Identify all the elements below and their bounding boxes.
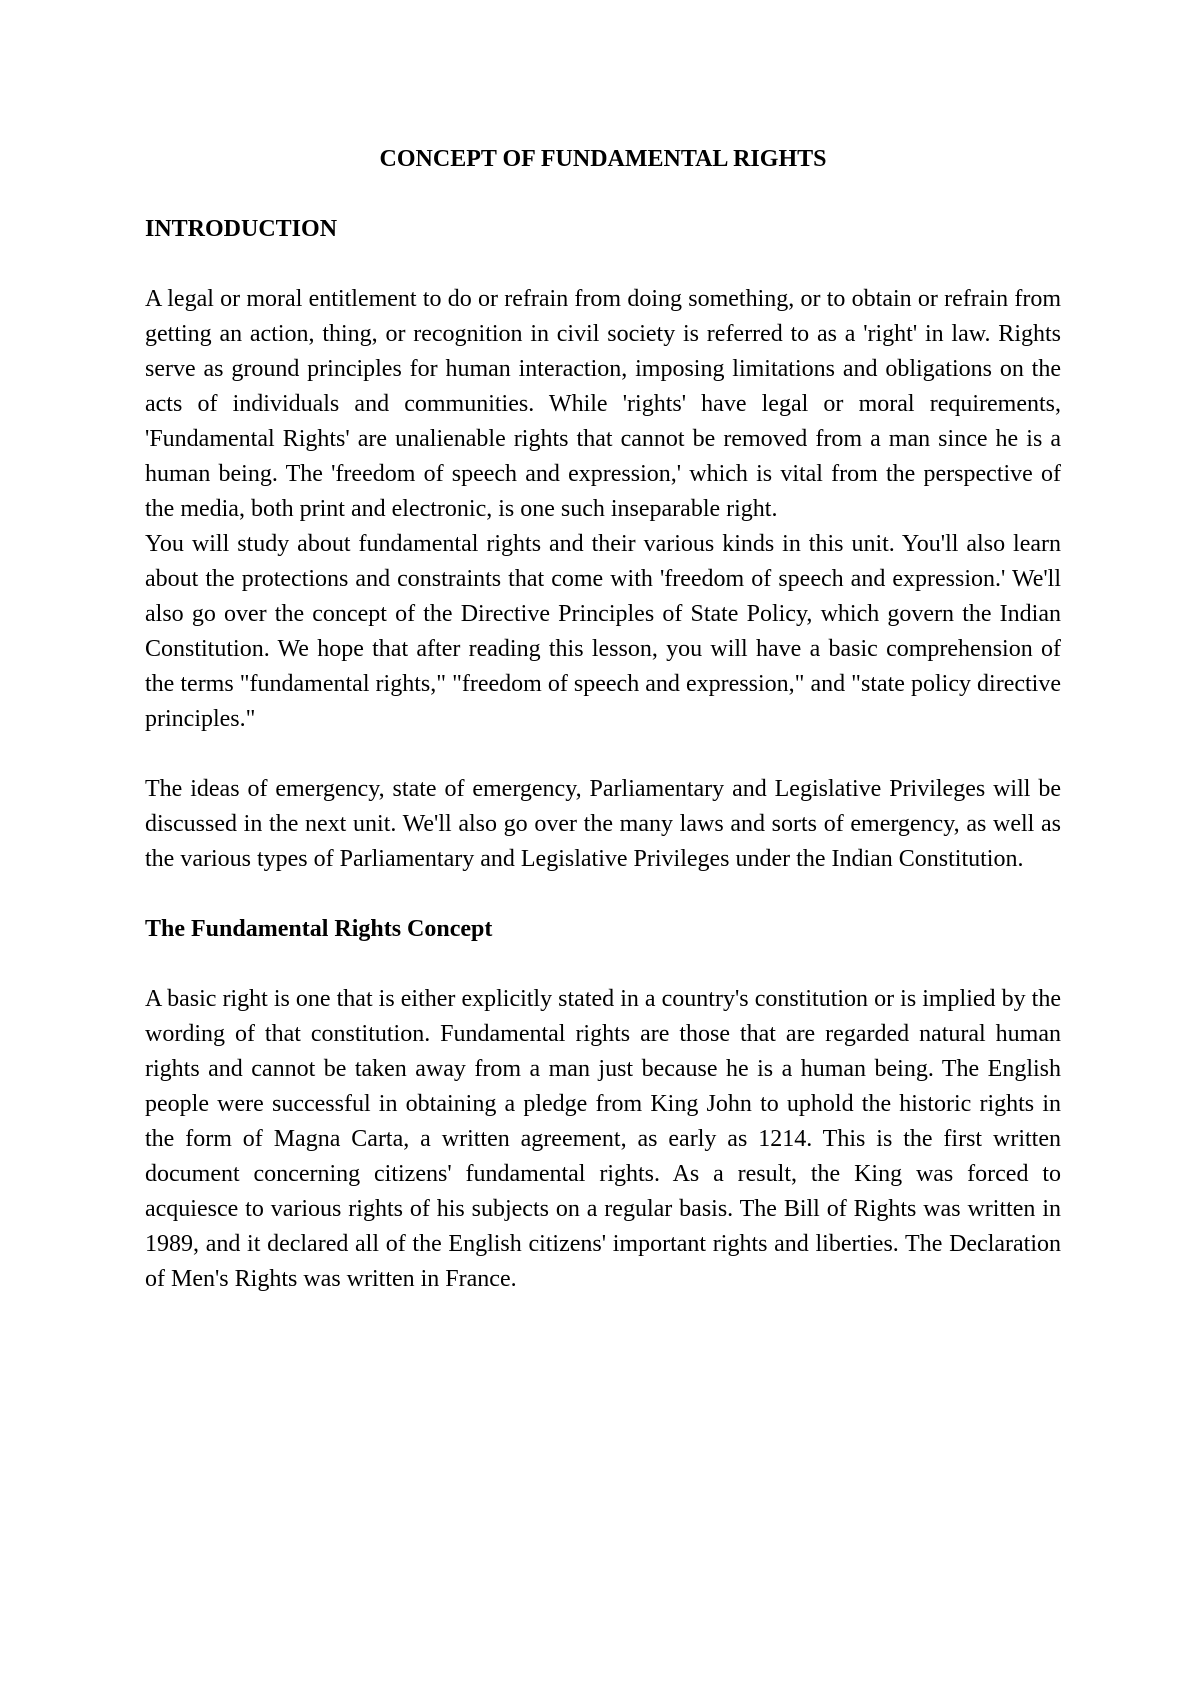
intro-paragraph-2: You will study about fundamental rights and their various kinds in this unit. You'll also learn about the protections and constraints that come with 'freedom of speech and expression.' We'll also go over the concept of the Directive Principles of State Policy, which govern the Indian Constitution. We hope that after reading this lesson, you will have a basic comprehension of the terms "fundamental rights," "freedom of speech and expression," and "state policy directive principles.": [145, 531, 1061, 732]
intro-heading: INTRODUCTION: [145, 216, 338, 242]
document-title: CONCEPT OF FUNDAMENTAL RIGHTS: [379, 146, 827, 172]
section-heading: The Fundamental Rights Concept: [145, 916, 493, 942]
intro-paragraph-1: A legal or moral entitlement to do or refrain from doing something, or to obtain or refrain from getting an action, thing, or recognition in civil society is referred to as a 'right' in law. Rights serve as ground principles for human interaction, imposing limitations and obligations on the acts of individuals and communities. While 'rights' have legal or moral requirements, 'Fundamental Rights' are unalienable rights that cannot be removed from a man since he is a human being. The 'freedom of speech and expression,' which is vital from the perspective of the media, both print and electronic, is one such inseparable right.: [145, 286, 1061, 522]
document-page: [145, 142, 1061, 1297]
section-paragraph: A basic right is one that is either explicitly stated in a country's constitution or is implied by the wording of that constitution. Fundamental rights are those that are regarded natural human rights and cannot be taken away from a man just because he is a human being. The English people were successful in obtaining a pledge from King John to uphold the historic rights in the form of Magna Carta, a written agreement, as early as 1214. This is the first written document concerning citizens' fundamental rights. As a result, the King was forced to acquiesce to various rights of his subjects on a regular basis. The Bill of Rights was written in 1989, and it declared all of the English citizens' important rights and liberties. The Declaration of Men's Rights was written in France.: [145, 986, 1061, 1292]
intro-paragraph-3: The ideas of emergency, state of emergency, Parliamentary and Legislative Privileges will be discussed in the next unit. We'll also go over the many laws and sorts of emergency, as well as the various types of Parliamentary and Legislative Privileges under the Indian Constitution.: [145, 776, 1061, 872]
